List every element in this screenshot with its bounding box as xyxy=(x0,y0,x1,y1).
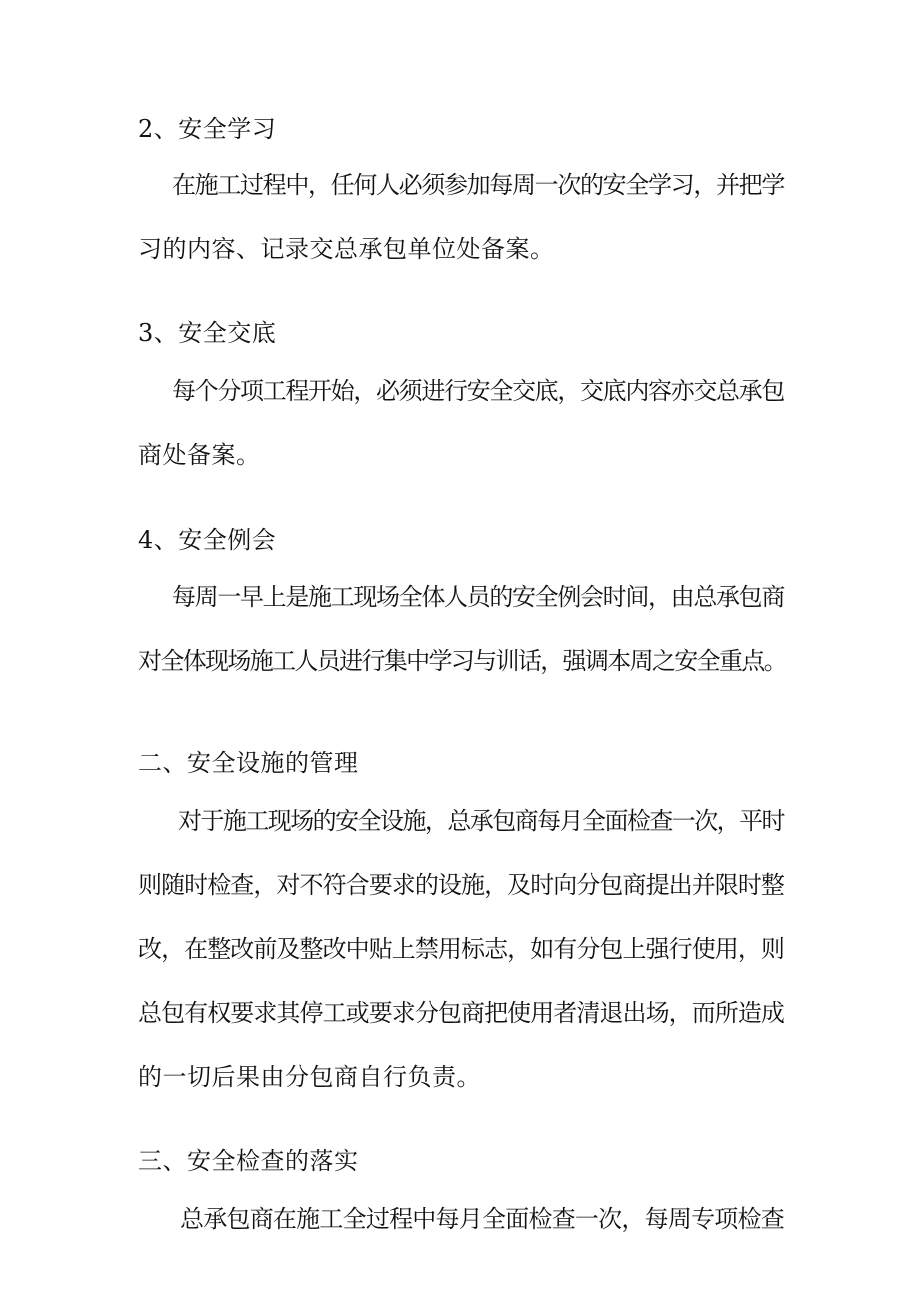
paragraph-line: 对全体现场施工人员进行集中学习与训话，强调本周之安全重点。 xyxy=(138,647,786,675)
section-heading-safety-inspection: 三、安全检查的落实 xyxy=(138,1147,359,1175)
paragraph-line: 习的内容、记录交总承包单位处备案。 xyxy=(138,235,555,263)
paragraph-line: 在施工过程中，任何人必须参加每周一次的安全学习，并把学 xyxy=(172,171,784,199)
paragraph-line: 每周一早上是施工现场全体人员的安全例会时间，由总承包商 xyxy=(172,583,784,611)
paragraph-line: 对于施工现场的安全设施，总承包商每月全面检查一次，平时 xyxy=(178,807,784,835)
paragraph-line: 商处备案。 xyxy=(138,441,261,469)
section-heading-safety-facilities: 二、安全设施的管理 xyxy=(138,749,359,777)
section-heading-safety-meeting: 4、安全例会 xyxy=(138,526,277,554)
section-heading-safety-briefing: 3、安全交底 xyxy=(138,319,277,347)
paragraph-line: 每个分项工程开始，必须进行安全交底，交底内容亦交总承包 xyxy=(172,377,784,405)
paragraph-line: 的一切后果由分包商自行负责。 xyxy=(138,1063,481,1091)
paragraph-line: 则随时检查，对不符合要求的设施，及时向分包商提出并限时整 xyxy=(138,871,784,899)
paragraph-line: 总承包商在施工全过程中每月全面检查一次，每周专项检查 xyxy=(180,1205,784,1233)
section-heading-safety-study: 2、安全学习 xyxy=(138,115,277,143)
paragraph-line: 总包有权要求其停工或要求分包商把使用者清退出场，而所造成 xyxy=(138,999,784,1027)
paragraph-line: 改，在整改前及整改中贴上禁用标志，如有分包上强行使用，则 xyxy=(138,935,784,963)
